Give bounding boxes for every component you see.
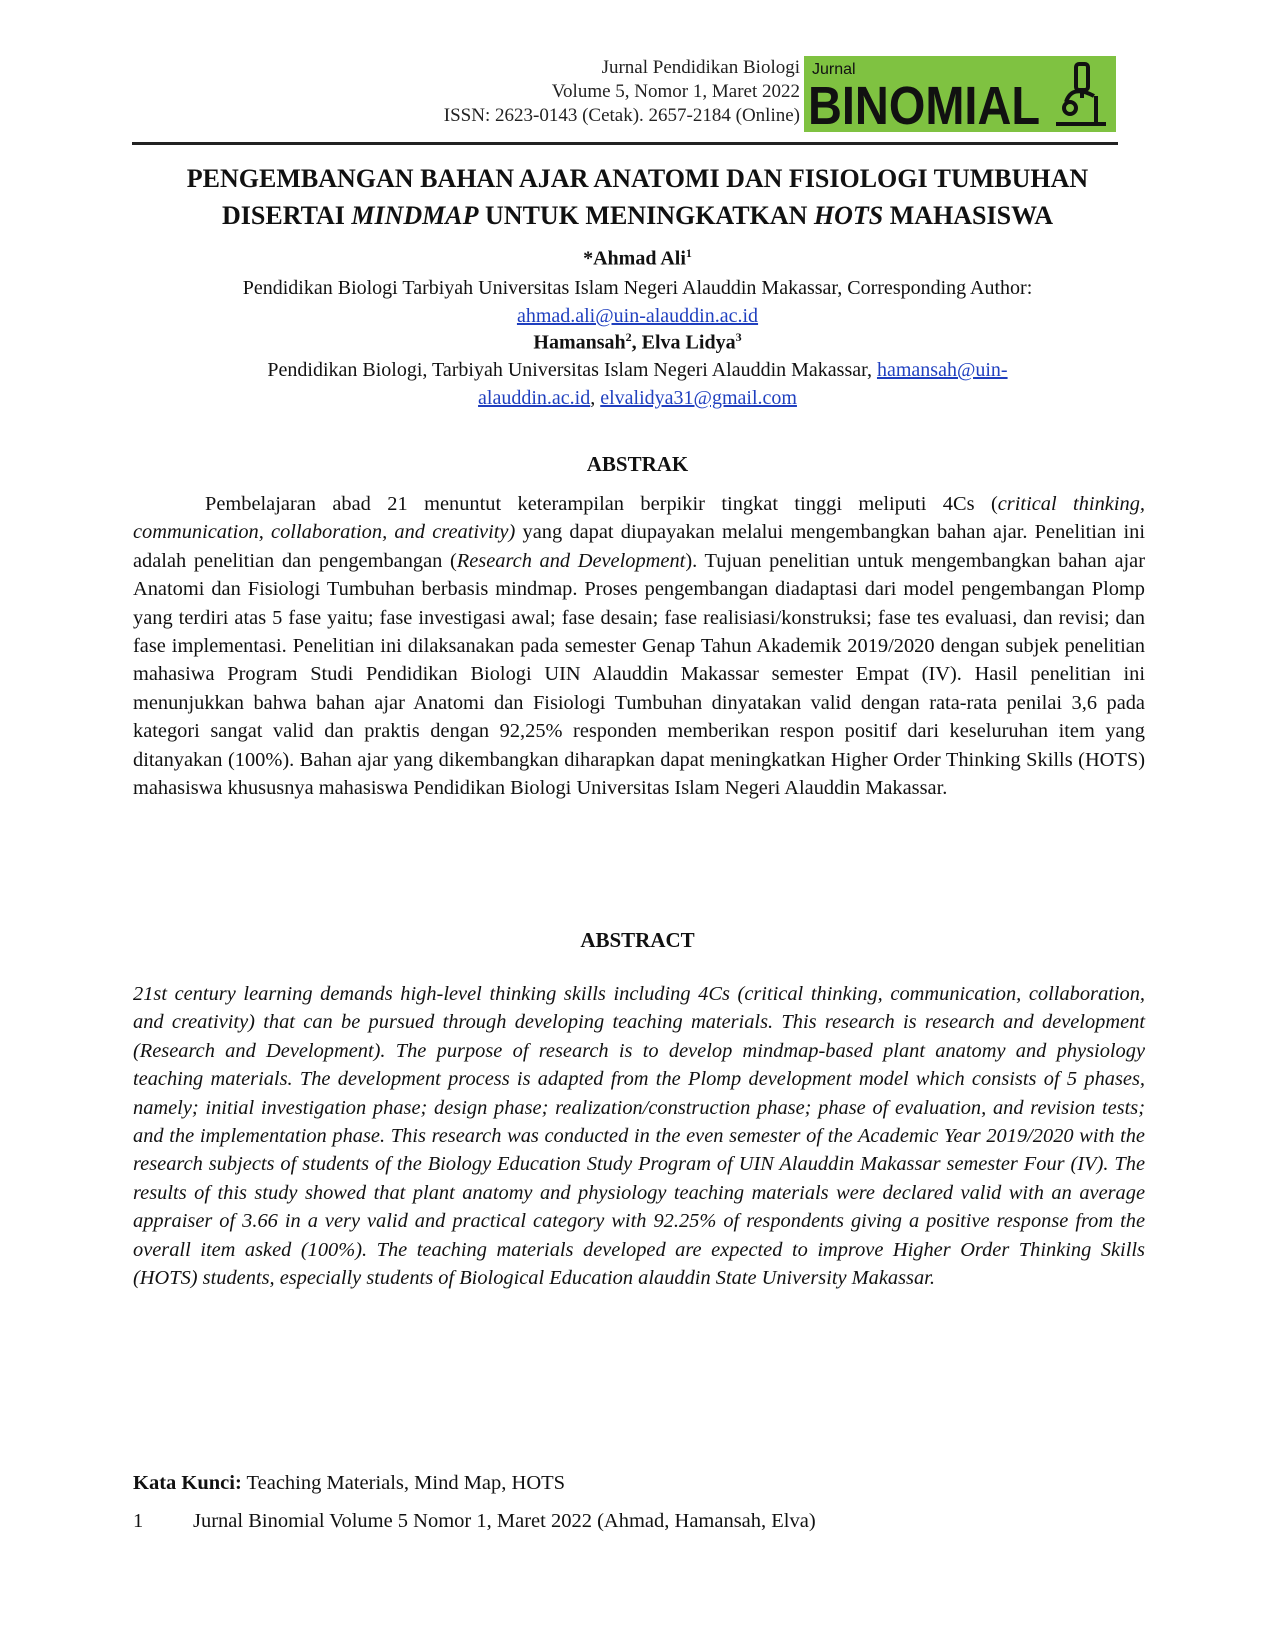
abstract-heading: ABSTRACT [580, 928, 695, 952]
logo-big-text: BINOMIAL [808, 76, 1040, 132]
footer-citation: Jurnal Binomial Volume 5 Nomor 1, Maret 2022 (Ahmad, Hamansah, Elva) [193, 1510, 816, 1532]
journal-name: Jurnal Pendidikan Biologi [601, 57, 800, 78]
binomial-logo [804, 56, 1116, 132]
page-number: 1 [133, 1510, 144, 1532]
authors-secondary-affiliation: Pendidikan Biologi, Tarbiyah Universitas Islam Negeri Alauddin Makassar, hamansah@uin- alauddin.ac.id, elvalidya31@gmail.com [267, 359, 1008, 409]
email-link-primary[interactable]: ahmad.ali@uin-alauddin.ac.id [516, 305, 759, 327]
paper-title [90, 160, 1185, 234]
author-primary-affiliation: Pendidikan Biologi Tarbiyah Universitas Islam Negeri Alauddin Makassar, Corresponding Author: ahmad.ali@uin-alauddin.ac.id [242, 277, 1033, 327]
page-footer [133, 1510, 816, 1533]
abstrak-body: Pembelajaran abad 21 menuntut keterampilan berpikir tingkat tinggi meliputi 4Cs (critical thinking, communication, collaboration, and creativity) yang dapat diupayakan melalui mengembangkan bahan ajar. Penelitian ini adalah penelitian dan pengembangan (Research and Development). Tujuan penelitian untuk mengembangkan bahan ajar Anatomi dan Fisiologi Tumbuhan berbasis mindmap. Proses pengembangan diadaptasi dari model pengembangan Plomp yang terdiri atas 5 fase yaitu; fase investigasi awal; fase desain; fase realisiasi/konstruksi; fase tes evaluasi, dan revisi; dan fase implementasi. Penelitian ini dilaksanakan pada semester Genap Tahun Akademik 2019/2020 dengan subjek penelitian mahasiwa Program Studi Pendidikan Biologi UIN Alauddin Makassar semester Empat (IV). Hasil penelitian ini menunjukkan bahwa bahan ajar Anatomi dan Fisiologi Tumbuhan dinyatakan valid dengan rata-rata penilai 3,6 pada kategori sangat valid dan praktis dengan 92,25% responden memberikan respon positif dari keseluruhan item yang ditanyakan (100%). Bahan ajar yang dikembangkan diharapkan dapat meningkatkan Higher Order Thinking Skills (HOTS) mahasiswa khususnya mahasiswa Pendidikan Biologi Universitas Islam Negeri Alauddin Makassar. [133, 493, 1146, 800]
keywords: Kata Kunci: Teaching Materials, Mind Map, HOTS [133, 1472, 566, 1494]
journal-info [330, 56, 800, 128]
email-link-hamansah-cont[interactable]: alauddin.ac.id [478, 387, 591, 409]
header-divider [132, 142, 1118, 145]
author-primary: *Ahmad Ali$^1$ [583, 246, 692, 270]
title-line-1: PENGEMBANGAN BAHAN AJAR ANATOMI DAN FISIOLOGI TUMBUHAN [186, 164, 1089, 193]
logo-small-text: Jurnal [812, 61, 856, 78]
email-link-elva[interactable]: elvalidya31@gmail.com [600, 387, 797, 409]
email-link-hamansah[interactable]: hamansah@uin- [876, 359, 1008, 381]
journal-issn: ISSN: 2623-0143 (Cetak). 2657-2184 (Online) [443, 105, 800, 126]
authors-secondary: Hamansah$^2$, Elva Lidya$^3$ [533, 330, 742, 354]
title-line-2: DISERTAI MINDMAP UNTUK MENINGKATKAN HOTS MAHASISWA [222, 201, 1053, 230]
journal-volume: Volume 5, Nomor 1, Maret 2022 [551, 81, 800, 102]
abstract-body: 21st century learning demands high-level thinking skills including 4Cs (critical thinking, communication, collaboration, and creativity) that can be pursued through developing teaching materials. This research is research and development (Research and Development). The purpose of research is to develop mindmap-based plant anatomy and physiology teaching materials. The development process is adapted from the Plomp development model which consists of 5 phases, namely; initial investigation phase; design phase; realization/construction phase; phase of evaluation, and revision tests; and the implementation phase. This research was conducted in the even semester of the Academic Year 2019/2020 with the research subjects of students of the Biology Education Study Program of UIN Alauddin Makassar semester Four (IV). The results of this study showed that plant anatomy and physiology teaching materials were declared valid with an average appraiser of 3.66 in a very valid and practical category with 92.25% of respondents giving a positive response from the overall item asked (100%). The teaching materials developed are expected to improve Higher Order Thinking Skills (HOTS) students, especially students of Biological Education alauddin State University Makassar. [133, 983, 1145, 1290]
abstrak-heading: ABSTRAK [586, 452, 689, 476]
